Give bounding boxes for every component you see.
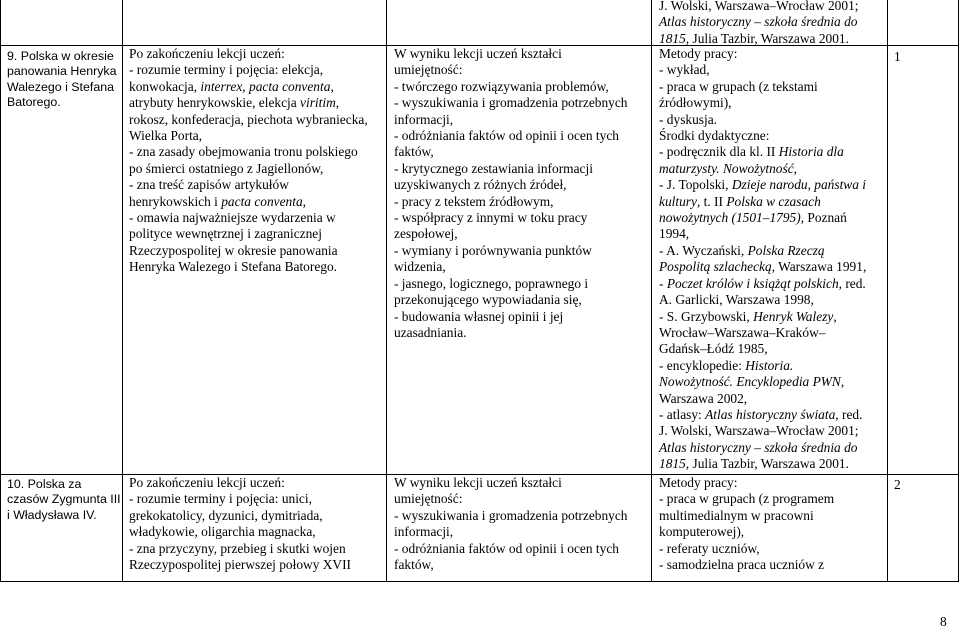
methods-and-materials <box>659 46 866 473</box>
italic-text: kultury <box>659 193 697 209</box>
text-run: - J. Topolski, <box>659 177 732 193</box>
text-line <box>129 541 351 557</box>
text-run: - pracy z tekstem źródłowym, <box>394 193 554 209</box>
text-run: - praca w grupach (z tekstami <box>659 78 818 94</box>
text-line <box>659 46 866 62</box>
text-run: , Warszawa 1991, <box>771 259 867 275</box>
text-line <box>659 79 866 95</box>
text-run: - zna treść zapisów artykułów <box>129 177 289 193</box>
text-run: - wykład, <box>659 62 710 78</box>
text-line: i Władysława IV. <box>7 507 97 522</box>
text-line <box>129 62 368 78</box>
text-run: grekokatolicy, dyzunici, dymitriada, <box>129 507 323 523</box>
italic-text: Henryk Walezy <box>753 308 834 324</box>
italic-text: Atlas historyczny – szkoła średnia do <box>659 439 858 455</box>
carryover-methods-cell <box>659 0 858 47</box>
text-line <box>659 31 858 47</box>
row-border <box>0 581 958 582</box>
text-run: komputerowej), <box>659 524 745 540</box>
text-line <box>659 276 866 292</box>
text-run: Po zakończeniu lekcji uczeń: <box>129 475 285 490</box>
text-line: Walezego i Stefana <box>7 79 114 94</box>
text-line <box>129 161 368 177</box>
text-line <box>394 210 628 226</box>
topic-lines <box>7 477 121 523</box>
text-run: , Poznań <box>800 210 847 226</box>
text-run: Metody pracy: <box>659 46 738 61</box>
skills-developed <box>394 46 628 341</box>
text-line <box>129 557 351 573</box>
text-run: - odróżniania faktów od opinii i ocen tych <box>394 540 619 556</box>
text-run: henrykowskich i <box>129 193 222 209</box>
learning-outcomes <box>129 475 351 573</box>
text-line <box>394 524 628 540</box>
text-line <box>394 128 628 144</box>
skills-cell-row1 <box>394 46 628 341</box>
text-line <box>394 276 628 292</box>
text-line: 9. Polska w okresie <box>7 49 114 63</box>
text-line <box>659 62 866 78</box>
skills-cell-row2 <box>394 475 628 573</box>
italic-text: Historia. <box>745 357 794 373</box>
text-run: Rzeczypospolitej pierwszej połowy XVII <box>129 557 351 573</box>
italic-text: Historia dla <box>778 144 844 160</box>
text-line <box>129 210 368 226</box>
text-run: - S. Grzybowski, <box>659 308 754 324</box>
text-line: 10. Polska za <box>7 477 82 491</box>
text-run: rokosz, konfederacja, piechota wybraniecka, <box>129 111 368 127</box>
text-run: , <box>793 160 798 176</box>
text-run: Środki dydaktyczne: <box>659 128 770 144</box>
text-line <box>129 128 368 144</box>
topic-cell-row2 <box>7 477 121 523</box>
text-line <box>129 46 368 62</box>
text-line <box>129 243 368 259</box>
text-run: uzasadniania. <box>394 324 467 340</box>
italic-text: pacta conventa <box>221 193 303 209</box>
text-line <box>659 374 866 390</box>
text-line <box>394 325 628 341</box>
text-run: J. Wolski, Warszawa–Wrocław 2001; <box>659 423 859 439</box>
text-line <box>394 95 628 111</box>
text-run: - <box>659 275 667 291</box>
text-line <box>659 407 866 423</box>
text-run: widzenia, <box>394 259 446 275</box>
methods-cell-row1 <box>659 46 866 473</box>
text-line <box>394 62 628 78</box>
text-run: - rozumie terminy i pojęcia: elekcja, <box>129 62 324 78</box>
italic-text: Pospolitą szlachecką <box>659 259 772 275</box>
text-run: - praca w grupach (z programem <box>659 491 835 507</box>
text-line <box>659 95 866 111</box>
text-run: - wymiany i porównywania punktów <box>394 242 592 258</box>
text-run: , Julia Tazbir, Warszawa 2001. <box>685 30 849 46</box>
outcomes-cell-row2 <box>129 475 351 573</box>
text-run: Wielka Porta, <box>129 128 203 144</box>
learning-outcomes <box>129 46 368 276</box>
skills-developed <box>394 475 628 573</box>
text-line <box>394 144 628 160</box>
hours-row2: 2 <box>894 477 901 492</box>
text-run: - referaty uczniów, <box>659 540 760 556</box>
text-line <box>394 292 628 308</box>
text-run: - rozumie terminy i pojęcia: unici, <box>129 491 312 507</box>
text-run: informacji, <box>394 524 454 540</box>
text-run: , <box>335 95 340 111</box>
text-line <box>129 177 368 193</box>
topic-lines <box>7 49 117 110</box>
text-run: Po zakończeniu lekcji uczeń: <box>129 46 285 61</box>
text-line <box>659 210 866 226</box>
column-border <box>0 0 1 582</box>
column-border <box>386 0 387 582</box>
text-run: faktów, <box>394 557 434 573</box>
text-line <box>394 475 628 491</box>
text-line <box>129 226 368 242</box>
text-line <box>659 475 834 491</box>
italic-text: nowożytnych (1501–1795) <box>659 210 801 226</box>
text-run: Metody pracy: <box>659 475 738 490</box>
text-run: Henryka Walezego i Stefana Batorego. <box>129 259 338 275</box>
text-line <box>129 95 368 111</box>
text-run: , <box>833 308 837 324</box>
text-line <box>659 226 866 242</box>
text-run: przekonującego wypowiadania się, <box>394 292 582 308</box>
text-line <box>129 475 351 491</box>
text-run: uzyskiwanych z różnych źródeł, <box>394 177 567 193</box>
page-number: 8 <box>940 614 947 629</box>
text-run: zespołowej, <box>394 226 458 242</box>
italic-text: Atlas historyczny – szkoła średnia do <box>659 14 858 30</box>
outcomes-cell-row1 <box>129 46 368 276</box>
text-line <box>129 524 351 540</box>
text-line <box>659 440 866 456</box>
text-line <box>129 144 368 160</box>
text-run: Rzeczypospolitej w okresie panowania <box>129 242 338 258</box>
text-line <box>129 79 368 95</box>
text-run: , Julia Tazbir, Warszawa 2001. <box>685 456 849 472</box>
methods-and-materials <box>659 475 834 573</box>
text-run: - budowania własnej opinii i jej <box>394 308 564 324</box>
text-run: , <box>330 78 334 94</box>
text-run: - encyklopedie: <box>659 357 746 373</box>
text-line <box>659 14 858 30</box>
text-run: - A. Wyczański, <box>659 242 748 258</box>
text-line <box>659 128 866 144</box>
text-line: Batorego. <box>7 94 61 109</box>
text-line <box>394 79 628 95</box>
text-line <box>659 243 866 259</box>
italic-text: Nowożytność. Encyklopedia PWN <box>659 374 841 390</box>
text-line <box>659 341 866 357</box>
text-line <box>394 112 628 128</box>
text-run: - podręcznik dla kl. II <box>659 144 779 160</box>
text-run: źródłowymi), <box>659 95 732 111</box>
text-line: panowania Henryka <box>7 64 117 79</box>
italic-text: 1815 <box>659 456 686 472</box>
text-line <box>659 0 858 14</box>
text-run: W wyniku lekcji uczeń kształci <box>394 46 562 61</box>
text-run: Gdańsk–Łódź 1985, <box>659 341 768 357</box>
text-line <box>659 259 866 275</box>
text-run: - samodzielna praca uczniów z <box>659 557 825 573</box>
text-line <box>659 292 866 308</box>
italic-text: Atlas historyczny świata <box>705 406 836 422</box>
text-run: - twórczego rozwiązywania problemów, <box>394 78 609 94</box>
italic-text: interrex, pacta conventa <box>200 78 331 94</box>
text-line <box>129 112 368 128</box>
text-run: - jasnego, logicznego, poprawnego i <box>394 275 589 291</box>
text-line <box>659 358 866 374</box>
text-line <box>659 112 866 128</box>
text-run: - zna zasady obejmowania tronu polskiego <box>129 144 358 160</box>
text-run: Wrocław–Warszawa–Kraków– <box>659 324 826 340</box>
text-run: umiejętność: <box>394 491 463 507</box>
text-run: Warszawa 2002, <box>659 390 748 406</box>
text-line <box>659 541 834 557</box>
text-run: , <box>840 374 845 390</box>
text-line <box>394 226 628 242</box>
text-run: - omawia najważniejsze wydarzenia w <box>129 210 336 226</box>
text-run: konwokacja, <box>129 78 201 94</box>
text-run: - odróżniania faktów od opinii i ocen tych <box>394 128 619 144</box>
text-line <box>659 325 866 341</box>
text-run: po śmierci ostatniego z Jagiellonów, <box>129 160 324 176</box>
text-line <box>394 161 628 177</box>
text-run: , red. <box>838 275 866 291</box>
topic-cell-row1 <box>7 49 117 110</box>
text-line <box>394 177 628 193</box>
text-line <box>394 243 628 259</box>
text-line <box>394 194 628 210</box>
text-line <box>659 491 834 507</box>
text-run: polityce wewnętrznej i zagranicznej <box>129 226 322 242</box>
text-run: - wyszukiwania i gromadzenia potrzebnych <box>394 95 628 111</box>
text-line <box>659 557 834 573</box>
text-run: - współpracy z innymi w toku pracy <box>394 210 588 226</box>
column-border <box>958 0 959 582</box>
text-run: multimedialnym w pracowni <box>659 507 814 523</box>
text-line <box>659 391 866 407</box>
italic-text: 1815 <box>659 30 686 46</box>
text-run: - atlasy: <box>659 406 706 422</box>
text-run: - dyskusja. <box>659 111 718 127</box>
column-border <box>651 0 652 582</box>
text-run: , <box>302 193 307 209</box>
text-run: władykowie, oligarchia magnacka, <box>129 524 316 540</box>
text-line <box>394 309 628 325</box>
text-run: 1994, <box>659 226 690 242</box>
text-run: - krytycznego zestawiania informacji <box>394 160 593 176</box>
italic-text: Dzieje narodu, państwa i <box>731 177 866 193</box>
column-border <box>122 0 123 582</box>
text-run: W wyniku lekcji uczeń kształci <box>394 475 562 490</box>
text-run: umiejętność: <box>394 62 463 78</box>
text-line <box>129 508 351 524</box>
text-line <box>394 541 628 557</box>
text-run: J. Wolski, Warszawa–Wrocław 2001; <box>659 0 859 13</box>
carryover-methods <box>659 0 858 47</box>
italic-text: maturzysty. Nowożytność <box>659 160 794 176</box>
text-line <box>129 491 351 507</box>
text-line <box>659 177 866 193</box>
text-run: informacji, <box>394 111 454 127</box>
text-run: - zna przyczyny, przebieg i skutki wojen <box>129 540 346 556</box>
text-line <box>659 423 866 439</box>
text-line <box>659 161 866 177</box>
text-run: , red. <box>835 406 863 422</box>
text-line <box>129 259 368 275</box>
text-line <box>659 456 866 472</box>
text-line <box>659 508 834 524</box>
text-run: atrybuty henrykowskie, elekcja <box>129 95 301 111</box>
text-run: faktów, <box>394 144 434 160</box>
text-line <box>659 309 866 325</box>
text-line <box>394 259 628 275</box>
italic-text: Poczet królów i książąt polskich <box>666 275 839 291</box>
methods-cell-row2 <box>659 475 834 573</box>
text-line <box>129 194 368 210</box>
text-line <box>394 557 628 573</box>
text-run: - wyszukiwania i gromadzenia potrzebnych <box>394 507 628 523</box>
column-border <box>887 0 888 582</box>
text-line <box>659 144 866 160</box>
text-line <box>394 508 628 524</box>
text-line <box>659 524 834 540</box>
text-line <box>394 46 628 62</box>
text-line <box>659 194 866 210</box>
italic-text: Polska w czasach <box>726 193 821 209</box>
text-line: czasów Zygmunta III <box>7 492 121 507</box>
text-run: , t. II <box>696 193 727 209</box>
hours-row1: 1 <box>894 49 901 64</box>
text-run: A. Garlicki, Warszawa 1998, <box>659 292 814 308</box>
italic-text: viritim <box>300 95 336 111</box>
italic-text: Polska Rzeczą <box>747 242 825 258</box>
text-line <box>394 491 628 507</box>
